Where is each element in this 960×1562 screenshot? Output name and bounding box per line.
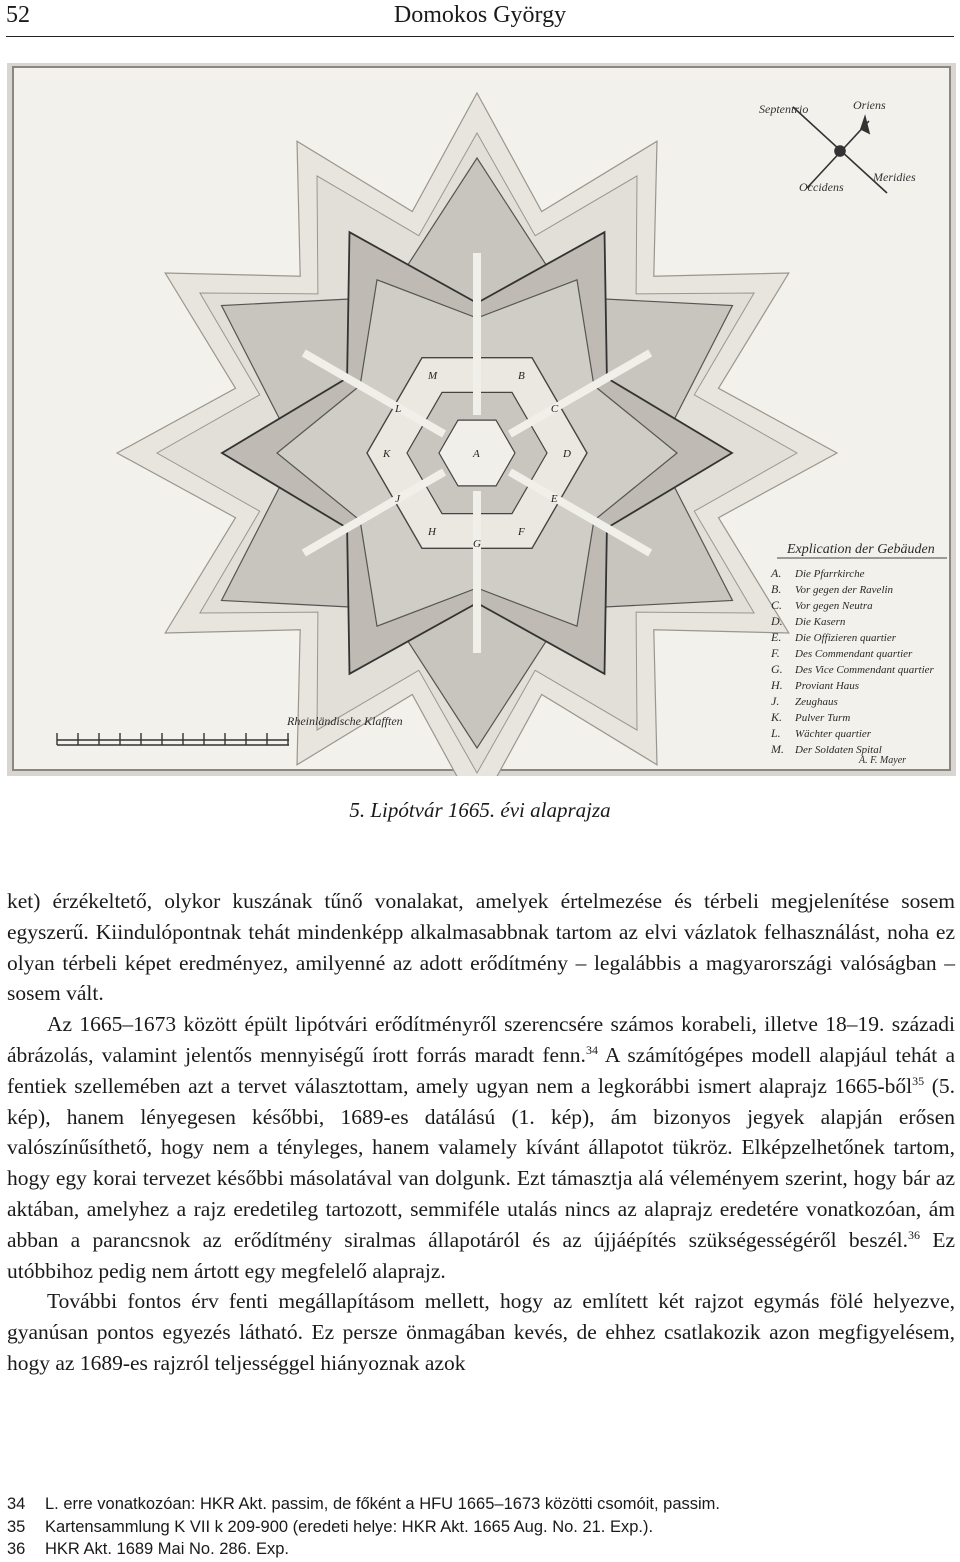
fortress-plan-drawing <box>7 63 956 776</box>
legend-text: Des Vice Commendant quartier <box>795 664 934 676</box>
plan-letter-c: C <box>550 403 559 415</box>
footnote-36: 36 HKR Akt. 1689 Mai No. 286. Exp. <box>7 1540 289 1558</box>
paragraph-2: Az 1665–1673 között épült lipótvári erődítményről szerencsére számos korabeli, illetve 18–19. századi ábrázolás, valamint jelentős mennyiségű írott forrás maradt fenn.$^{34}$ A számítógépes modell alapjául tehát a fentiek szellemében azt a tervet választottam, amely ugyan nem a legkorábbi ismert alaprajz 1665-ből$^{35}$ (5. kép), hanem lényegesen későbbi, 1689-es datálású (1. kép), ám bizonyos jegyek alapján erősen valószínűsíthető, hogy nem a tényleges, hanem valamely kívánt állapotot tükröz. Elképzelhetőnek tartom, hogy egy korai tervezet későbbi másolatával van dolgunk. Ezt támasztja alá véleményem szerint, hogy bár az aktában, amelyhez a rajz eredetileg tartozott, semmiféle utalás nincs az alaprajz eredetére vonatkozóan, ám abban a parancsnok az erődítmény siralmas állapotáról és az újjáépítés szükségességéről beszél.$^{36}$ Ez utóbbihoz pedig nem ártott egy megfelelő alaprajz. <box>7 1012 955 1283</box>
footnote-ref-35[interactable]: 35 <box>912 1073 925 1088</box>
footnote-34: 34 L. erre vonatkozóan: HKR Akt. passim, de főként a HFU 1665–1673 közötti csomóit, passim. <box>7 1495 720 1513</box>
legend-key: C. <box>771 598 783 612</box>
plan-letter-m: M <box>428 370 438 383</box>
legend-key: D. <box>771 614 783 628</box>
legend-text: Die Kasern <box>795 616 846 628</box>
plan-letter-h: H <box>428 525 436 538</box>
legend-text: Proviant Haus <box>795 680 860 692</box>
plan-letter-f: F <box>518 525 525 538</box>
paragraph-1: ket) érzékeltető, olykor kuszának tűnő vonalakat, amelyek értelmezése és térbeli megjelenítése sosem egyszerű. Kiindulópontnak tehát mindenképp alkalmasabbnak tartom az elvi vázlatok felhasználást, noha ez olyan térbeli képet eredményez, amilyenné az adott erődítmény – legalábbis a magyarországi valóságban – sosem vált. <box>7 889 955 1006</box>
legend-title: Explication der Gebäuden <box>787 542 935 557</box>
legend-text: Wächter quartier <box>795 728 872 740</box>
legend-text: Die Offizieren quartier <box>795 632 897 644</box>
legend-key: G. <box>771 662 783 676</box>
body-text <box>7 886 955 1379</box>
footnote-35: 35 Kartensammlung K VII k 209-900 (eredeti helye: HKR Akt. 1665 Aug. No. 21. Exp.). <box>7 1517 654 1536</box>
legend-text: Des Commendant quartier <box>795 648 913 660</box>
legend-text: Zeughaus <box>795 696 838 708</box>
legend-key: F. <box>771 646 780 660</box>
paragraph-3: További fontos érv fenti megállapításom mellett, hogy az említett két rajzot egymás fölé helyezve, gyanúsan pontos egyezés látható. Ez persze önmagában kevés, de ehhez csatlakozik azon megfigyelésem, hogy az 1689-es rajzról teljességgel hiányoznak azok <box>7 1289 955 1375</box>
legend-text: Vor gegen Neutra <box>795 600 873 612</box>
compass-label-south: Meridies <box>873 170 916 184</box>
legend-text: Die Pfarrkirche <box>795 568 865 580</box>
legend-key: H. <box>771 678 783 692</box>
footnote-ref-36[interactable]: 36 <box>908 1227 921 1242</box>
legend-text: Pulver Turm <box>795 712 851 724</box>
footnote-ref-34[interactable]: 34 <box>585 1042 598 1057</box>
plan-signature: A. F. Mayer <box>859 755 907 766</box>
legend-text: Vor gegen der Ravelin <box>795 584 894 596</box>
header-rule <box>6 36 954 37</box>
legend-text: Der Soldaten Spital <box>795 744 882 756</box>
plan-letter-a: A <box>473 448 480 460</box>
plan-letter-g: G <box>473 538 481 550</box>
legend-key: A. <box>771 566 782 580</box>
page-number: 52 <box>6 2 30 28</box>
plan-letter-l: L <box>395 403 402 415</box>
legend-key: E. <box>771 630 782 644</box>
legend-key: K. <box>771 710 783 724</box>
footnotes <box>7 1493 955 1561</box>
scale-label: Rheinländische Klafften <box>287 714 403 728</box>
compass-label-north: Septentrio <box>759 102 809 116</box>
compass-label-west: Occidens <box>799 180 844 194</box>
legend-key: L. <box>771 726 781 740</box>
legend-key: J. <box>771 694 780 708</box>
figure-caption: 5. Lipótvár 1665. évi alaprajza <box>349 798 611 822</box>
plan-letter-d: D <box>563 448 571 460</box>
plan-letter-j: J <box>395 493 400 505</box>
plan-letter-e: E <box>550 493 558 505</box>
plan-letter-k: K <box>383 448 391 460</box>
plan-letter-b: B <box>518 370 525 383</box>
legend-key: B. <box>771 582 782 596</box>
running-head: Domokos György <box>393 2 567 28</box>
page-header <box>0 0 960 38</box>
legend-key: M. <box>771 742 784 756</box>
fortress-plan-figure <box>7 63 956 776</box>
compass-label-east: Oriens <box>853 98 886 112</box>
